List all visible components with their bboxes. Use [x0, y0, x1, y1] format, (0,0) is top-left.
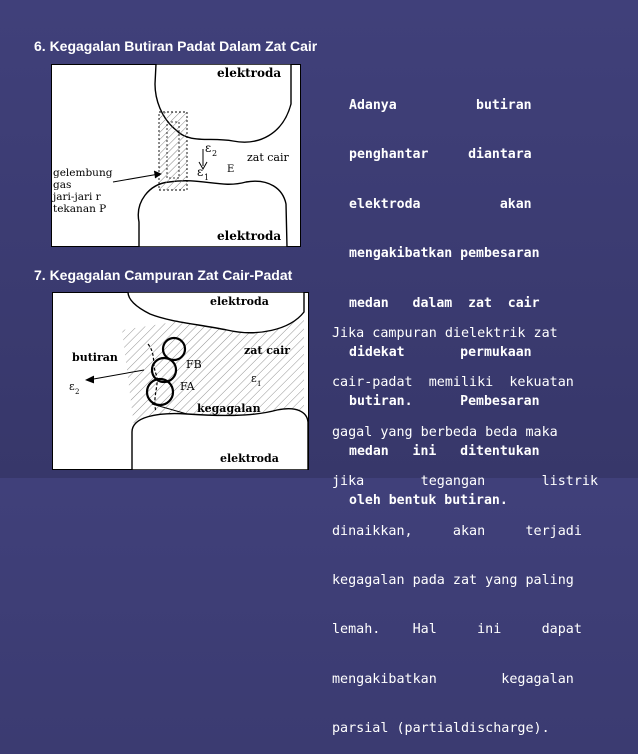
- particle-label: butiran: [72, 351, 118, 364]
- force-a-label: FA: [180, 380, 195, 393]
- epsilon-2-symbol: ε: [205, 141, 212, 155]
- paragraph-line: mengakibatkan kegagalan: [332, 671, 574, 687]
- epsilon-2-symbol: ε: [69, 380, 75, 393]
- paragraph-line: mengakibatkan pembesaran: [349, 246, 540, 262]
- paragraph-line: didekat permukaan: [349, 344, 532, 360]
- paragraph-line: butiran. Pembesaran: [349, 394, 540, 410]
- epsilon-1-symbol: ε: [251, 372, 257, 385]
- paragraph-line: parsial (partialdischarge).: [332, 721, 550, 737]
- solid-liquid-diagram: [52, 292, 309, 470]
- paragraph-line: cair-padat memiliki kekuatan: [332, 375, 574, 391]
- paragraph-line: elektroda akan: [349, 196, 532, 212]
- epsilon-2-subscript: 2: [212, 149, 218, 158]
- paragraph-line: jika tegangan listrik: [332, 474, 599, 490]
- bubble-label-line-1: gelembung: [53, 167, 113, 179]
- figure-gas-bubble-diagram: [51, 64, 301, 247]
- section-2-paragraph: [332, 294, 622, 754]
- paragraph-line: lemah. Hal ini dapat: [332, 622, 582, 638]
- paragraph-line: Jika campuran dielektrik zat: [332, 326, 558, 341]
- liquid-label: zat cair: [244, 344, 291, 357]
- bottom-electrode-label: elektroda: [217, 229, 282, 243]
- field-label: E: [227, 164, 235, 175]
- epsilon-1-subscript: 1: [204, 173, 210, 182]
- section-1-title: 6. Kegagalan Butiran Padat Dalam Zat Cair: [34, 38, 318, 54]
- section-2-title: 7. Kegagalan Campuran Zat Cair-Padat: [34, 267, 293, 283]
- paragraph-line: medan dalam zat cair: [349, 295, 540, 311]
- paragraph-line: penghantar diantara: [349, 147, 532, 163]
- gas-bubble-diagram: [51, 64, 301, 247]
- epsilon-2-subscript: 2: [75, 388, 80, 396]
- top-electrode-label: elektroda: [217, 66, 282, 80]
- bubble-label-line-2: gas: [53, 179, 72, 191]
- paragraph-line: Adanya butiran: [349, 98, 532, 113]
- paragraph-line: medan ini ditentukan: [349, 443, 540, 459]
- top-electrode-label: elektroda: [210, 295, 269, 308]
- paragraph-line: dinaikkan, akan terjadi: [332, 523, 582, 539]
- epsilon-1-subscript: 1: [257, 380, 262, 388]
- force-b-label: FB: [186, 358, 202, 371]
- bubble-label-line-3: jari-jari r: [53, 191, 101, 203]
- failure-label: kegagalan: [197, 402, 261, 415]
- paragraph-line: gagal yang berbeda beda maka: [332, 424, 558, 440]
- liquid-label: zat cair: [247, 151, 289, 164]
- bubble-label-line-4: tekanan P: [53, 203, 107, 215]
- bottom-electrode-label: elektroda: [220, 452, 279, 465]
- paragraph-line: oleh bentuk butiran.: [349, 493, 508, 509]
- paragraph-line: kegagalan pada zat yang paling: [332, 572, 574, 588]
- epsilon-1-symbol: ε: [197, 165, 204, 179]
- figure-solid-liquid-diagram: [52, 292, 309, 470]
